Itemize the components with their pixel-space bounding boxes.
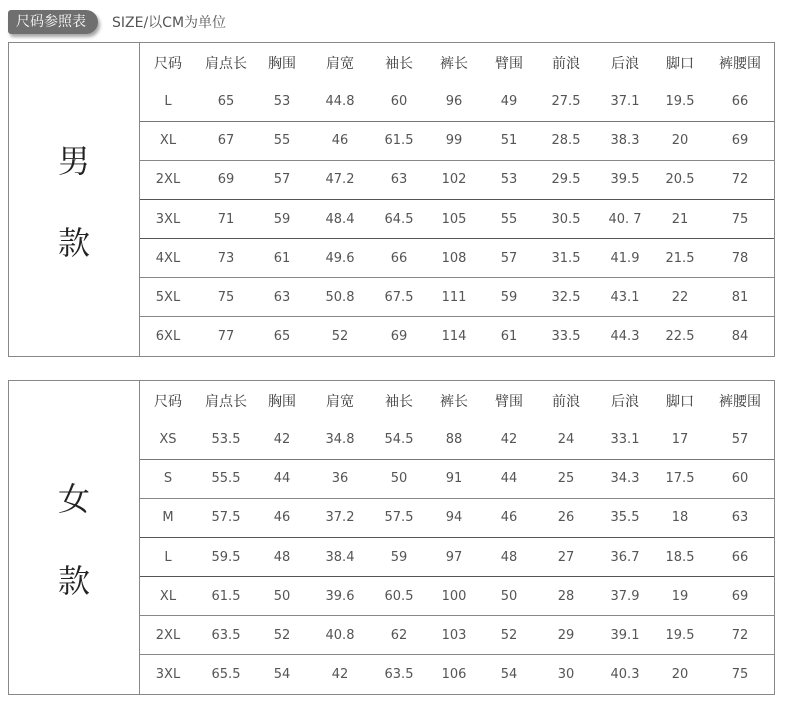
col-header: 臂围 [495, 55, 523, 72]
measurement-cell: 22.5 [654, 317, 706, 356]
women-label-char-1: 女 [57, 479, 90, 518]
measurement-cell: 114 [426, 317, 482, 356]
measurement-cell: 57 [482, 239, 536, 278]
measurement-cell: 50 [256, 577, 308, 616]
measurement-cell: 37.1 [610, 93, 640, 109]
measurement-cell: 49.6 [308, 239, 372, 278]
col-header: 裤腰围 [719, 393, 761, 410]
measurement-cell: 46 [482, 498, 536, 537]
table-row [140, 498, 774, 537]
measurement-cell: 48 [482, 538, 536, 577]
measurement-cell: 59 [372, 538, 426, 577]
unit-note: SIZE/以CM为单位 [112, 15, 227, 31]
measurement-cell: 42 [308, 655, 372, 694]
women-size-table [140, 381, 774, 694]
measurement-cell: 75 [706, 655, 774, 694]
measurement-cell: 18 [654, 498, 706, 537]
col-header: 裤腰围 [719, 55, 761, 72]
measurement-cell: 67.5 [372, 278, 426, 317]
measurement-cell: 73 [196, 239, 256, 278]
measurement-cell: 27 [536, 538, 596, 577]
size-cell: M [140, 498, 196, 537]
col-header: 肩点长 [205, 393, 247, 410]
measurement-cell: 55 [256, 121, 308, 160]
measurement-cell: 46 [256, 498, 308, 537]
measurement-cell: 100 [426, 577, 482, 616]
measurement-cell: 63.5 [196, 616, 256, 655]
measurement-cell: 53 [482, 160, 536, 199]
measurement-cell: 34.8 [325, 431, 355, 447]
size-chart-badge: 尺码参照表 [8, 10, 98, 34]
measurement-cell: 65.5 [196, 655, 256, 694]
measurement-cell: 35.5 [596, 498, 654, 537]
col-header: 尺码 [154, 55, 182, 72]
measurement-cell: 61.5 [372, 121, 426, 160]
measurement-cell: 84 [706, 317, 774, 356]
measurement-cell: 111 [426, 278, 482, 317]
measurement-cell: 20.5 [654, 160, 706, 199]
col-header: 肩宽 [326, 393, 354, 410]
measurement-cell: 75 [706, 200, 774, 239]
table-row [140, 278, 774, 317]
measurement-cell: 77 [196, 317, 256, 356]
measurement-cell: 52 [308, 317, 372, 356]
size-cell: L [140, 538, 196, 577]
measurement-cell: 66 [372, 239, 426, 278]
col-header: 脚口 [666, 393, 694, 410]
measurement-cell: 108 [426, 239, 482, 278]
measurement-cell: 55.5 [196, 459, 256, 498]
measurement-cell: 94 [426, 498, 482, 537]
col-header: 裤长 [440, 55, 468, 72]
measurement-cell: 29 [536, 616, 596, 655]
measurement-cell: 106 [426, 655, 482, 694]
measurement-cell: 36 [308, 459, 372, 498]
measurement-cell: 60.5 [372, 577, 426, 616]
measurement-cell: 57 [731, 431, 749, 447]
measurement-cell: 48.4 [308, 200, 372, 239]
measurement-cell: 91 [426, 459, 482, 498]
measurement-cell: 50 [372, 459, 426, 498]
col-header: 臂围 [495, 393, 523, 410]
table-row [140, 121, 774, 160]
measurement-cell: 67 [196, 121, 256, 160]
measurement-cell: 36.7 [596, 538, 654, 577]
measurement-cell: 47.2 [308, 160, 372, 199]
measurement-cell: 39.6 [308, 577, 372, 616]
table-row [140, 577, 774, 616]
measurement-cell: 33.5 [536, 317, 596, 356]
measurement-cell: 38.4 [308, 538, 372, 577]
measurement-cell: 71 [196, 200, 256, 239]
measurement-cell: 19.5 [665, 93, 695, 109]
measurement-cell: 69 [372, 317, 426, 356]
table-row [140, 538, 774, 577]
measurement-cell: 59.5 [196, 538, 256, 577]
measurement-cell: 26 [536, 498, 596, 537]
men-label-char-1: 男 [57, 141, 90, 180]
measurement-cell: 105 [426, 200, 482, 239]
measurement-cell: 61 [482, 317, 536, 356]
table-row [140, 317, 774, 356]
measurement-cell: 53 [273, 93, 291, 109]
men-size-table [140, 43, 774, 356]
measurement-cell: 65 [217, 93, 235, 109]
women-label [9, 381, 139, 694]
measurement-cell: 25 [536, 459, 596, 498]
table-row [140, 655, 774, 694]
men-size-panel [8, 42, 775, 357]
women-size-panel [8, 380, 775, 695]
size-cell: L [164, 93, 172, 109]
measurement-cell: 22 [654, 278, 706, 317]
measurement-cell: 27.5 [551, 93, 581, 109]
measurement-cell: 44.8 [325, 93, 355, 109]
measurement-cell: 59 [482, 278, 536, 317]
size-cell: XL [140, 121, 196, 160]
col-header: 袖长 [385, 55, 413, 72]
measurement-cell: 62 [372, 616, 426, 655]
measurement-cell: 66 [731, 93, 749, 109]
measurement-cell: 96 [445, 93, 463, 109]
measurement-cell: 50 [482, 577, 536, 616]
measurement-cell: 75 [196, 278, 256, 317]
size-cell: S [140, 459, 196, 498]
col-header: 肩宽 [326, 55, 354, 72]
men-label-char-2: 款 [57, 223, 90, 262]
table-row [140, 420, 774, 459]
measurement-cell: 50.8 [308, 278, 372, 317]
measurement-cell: 17.5 [654, 459, 706, 498]
size-cell: XS [159, 431, 177, 447]
measurement-cell: 21.5 [654, 239, 706, 278]
measurement-cell: 59 [256, 200, 308, 239]
measurement-cell: 54 [256, 655, 308, 694]
measurement-cell: 18.5 [654, 538, 706, 577]
size-cell: 6XL [140, 317, 196, 356]
measurement-cell: 24 [557, 431, 575, 447]
measurement-cell: 30 [536, 655, 596, 694]
measurement-cell: 19 [654, 577, 706, 616]
measurement-cell: 28.5 [536, 121, 596, 160]
size-cell: 5XL [140, 278, 196, 317]
col-header: 胸围 [268, 55, 296, 72]
measurement-cell: 40.8 [308, 616, 372, 655]
measurement-cell: 102 [426, 160, 482, 199]
measurement-cell: 20 [654, 655, 706, 694]
col-header: 袖长 [385, 393, 413, 410]
measurement-cell: 54.5 [384, 431, 414, 447]
measurement-cell: 69 [706, 577, 774, 616]
measurement-cell: 57 [256, 160, 308, 199]
table-row [140, 200, 774, 239]
col-header: 尺码 [154, 393, 182, 410]
measurement-cell: 103 [426, 616, 482, 655]
measurement-cell: 63 [372, 160, 426, 199]
measurement-cell: 63 [706, 498, 774, 537]
measurement-cell: 63.5 [372, 655, 426, 694]
measurement-cell: 61.5 [196, 577, 256, 616]
col-header: 后浪 [611, 55, 639, 72]
measurement-cell: 60 [706, 459, 774, 498]
measurement-cell: 88 [445, 431, 463, 447]
measurement-cell: 65 [256, 317, 308, 356]
table-row [140, 160, 774, 199]
col-header: 脚口 [666, 55, 694, 72]
measurement-cell: 30.5 [536, 200, 596, 239]
measurement-cell: 69 [196, 160, 256, 199]
measurement-cell: 61 [256, 239, 308, 278]
page-header [8, 8, 226, 36]
measurement-cell: 81 [706, 278, 774, 317]
measurement-cell: 51 [482, 121, 536, 160]
measurement-cell: 31.5 [536, 239, 596, 278]
women-label-char-2: 款 [57, 561, 90, 600]
measurement-cell: 64.5 [372, 200, 426, 239]
size-cell: XL [140, 577, 196, 616]
men-header-row [140, 43, 774, 82]
measurement-cell: 60 [390, 93, 408, 109]
measurement-cell: 21 [654, 200, 706, 239]
table-row [140, 239, 774, 278]
col-header: 胸围 [268, 393, 296, 410]
measurement-cell: 19.5 [654, 616, 706, 655]
col-header: 后浪 [611, 393, 639, 410]
table-row [140, 616, 774, 655]
measurement-cell: 34.3 [596, 459, 654, 498]
measurement-cell: 72 [706, 616, 774, 655]
measurement-cell: 40.3 [596, 655, 654, 694]
measurement-cell: 42 [273, 431, 291, 447]
measurement-cell: 37.9 [596, 577, 654, 616]
measurement-cell: 43.1 [596, 278, 654, 317]
measurement-cell: 28 [536, 577, 596, 616]
col-header: 裤长 [440, 393, 468, 410]
measurement-cell: 39.5 [596, 160, 654, 199]
measurement-cell: 53.5 [211, 431, 241, 447]
measurement-cell: 63 [256, 278, 308, 317]
measurement-cell: 17 [671, 431, 689, 447]
col-header: 前浪 [552, 393, 580, 410]
size-cell: 3XL [140, 655, 196, 694]
men-label [9, 43, 139, 356]
measurement-cell: 57.5 [372, 498, 426, 537]
measurement-cell: 49 [500, 93, 518, 109]
measurement-cell: 44 [482, 459, 536, 498]
size-cell: 2XL [140, 160, 196, 199]
col-header: 肩点长 [205, 55, 247, 72]
measurement-cell: 32.5 [536, 278, 596, 317]
measurement-cell: 41.9 [596, 239, 654, 278]
measurement-cell: 54 [482, 655, 536, 694]
measurement-cell: 37.2 [308, 498, 372, 537]
measurement-cell: 29.5 [536, 160, 596, 199]
measurement-cell: 40. 7 [596, 200, 654, 239]
size-cell: 3XL [140, 200, 196, 239]
measurement-cell: 72 [706, 160, 774, 199]
women-header-row [140, 381, 774, 420]
size-cell: 4XL [140, 239, 196, 278]
measurement-cell: 57.5 [196, 498, 256, 537]
measurement-cell: 69 [706, 121, 774, 160]
col-header: 前浪 [552, 55, 580, 72]
size-cell: 2XL [140, 616, 196, 655]
measurement-cell: 44 [256, 459, 308, 498]
measurement-cell: 48 [256, 538, 308, 577]
table-row [140, 82, 774, 121]
measurement-cell: 20 [654, 121, 706, 160]
measurement-cell: 33.1 [610, 431, 640, 447]
measurement-cell: 39.1 [596, 616, 654, 655]
measurement-cell: 55 [482, 200, 536, 239]
measurement-cell: 97 [426, 538, 482, 577]
measurement-cell: 44.3 [596, 317, 654, 356]
measurement-cell: 52 [482, 616, 536, 655]
measurement-cell: 38.3 [596, 121, 654, 160]
measurement-cell: 66 [706, 538, 774, 577]
measurement-cell: 52 [256, 616, 308, 655]
measurement-cell: 99 [426, 121, 482, 160]
table-row [140, 459, 774, 498]
measurement-cell: 42 [500, 431, 518, 447]
measurement-cell: 46 [308, 121, 372, 160]
measurement-cell: 78 [706, 239, 774, 278]
